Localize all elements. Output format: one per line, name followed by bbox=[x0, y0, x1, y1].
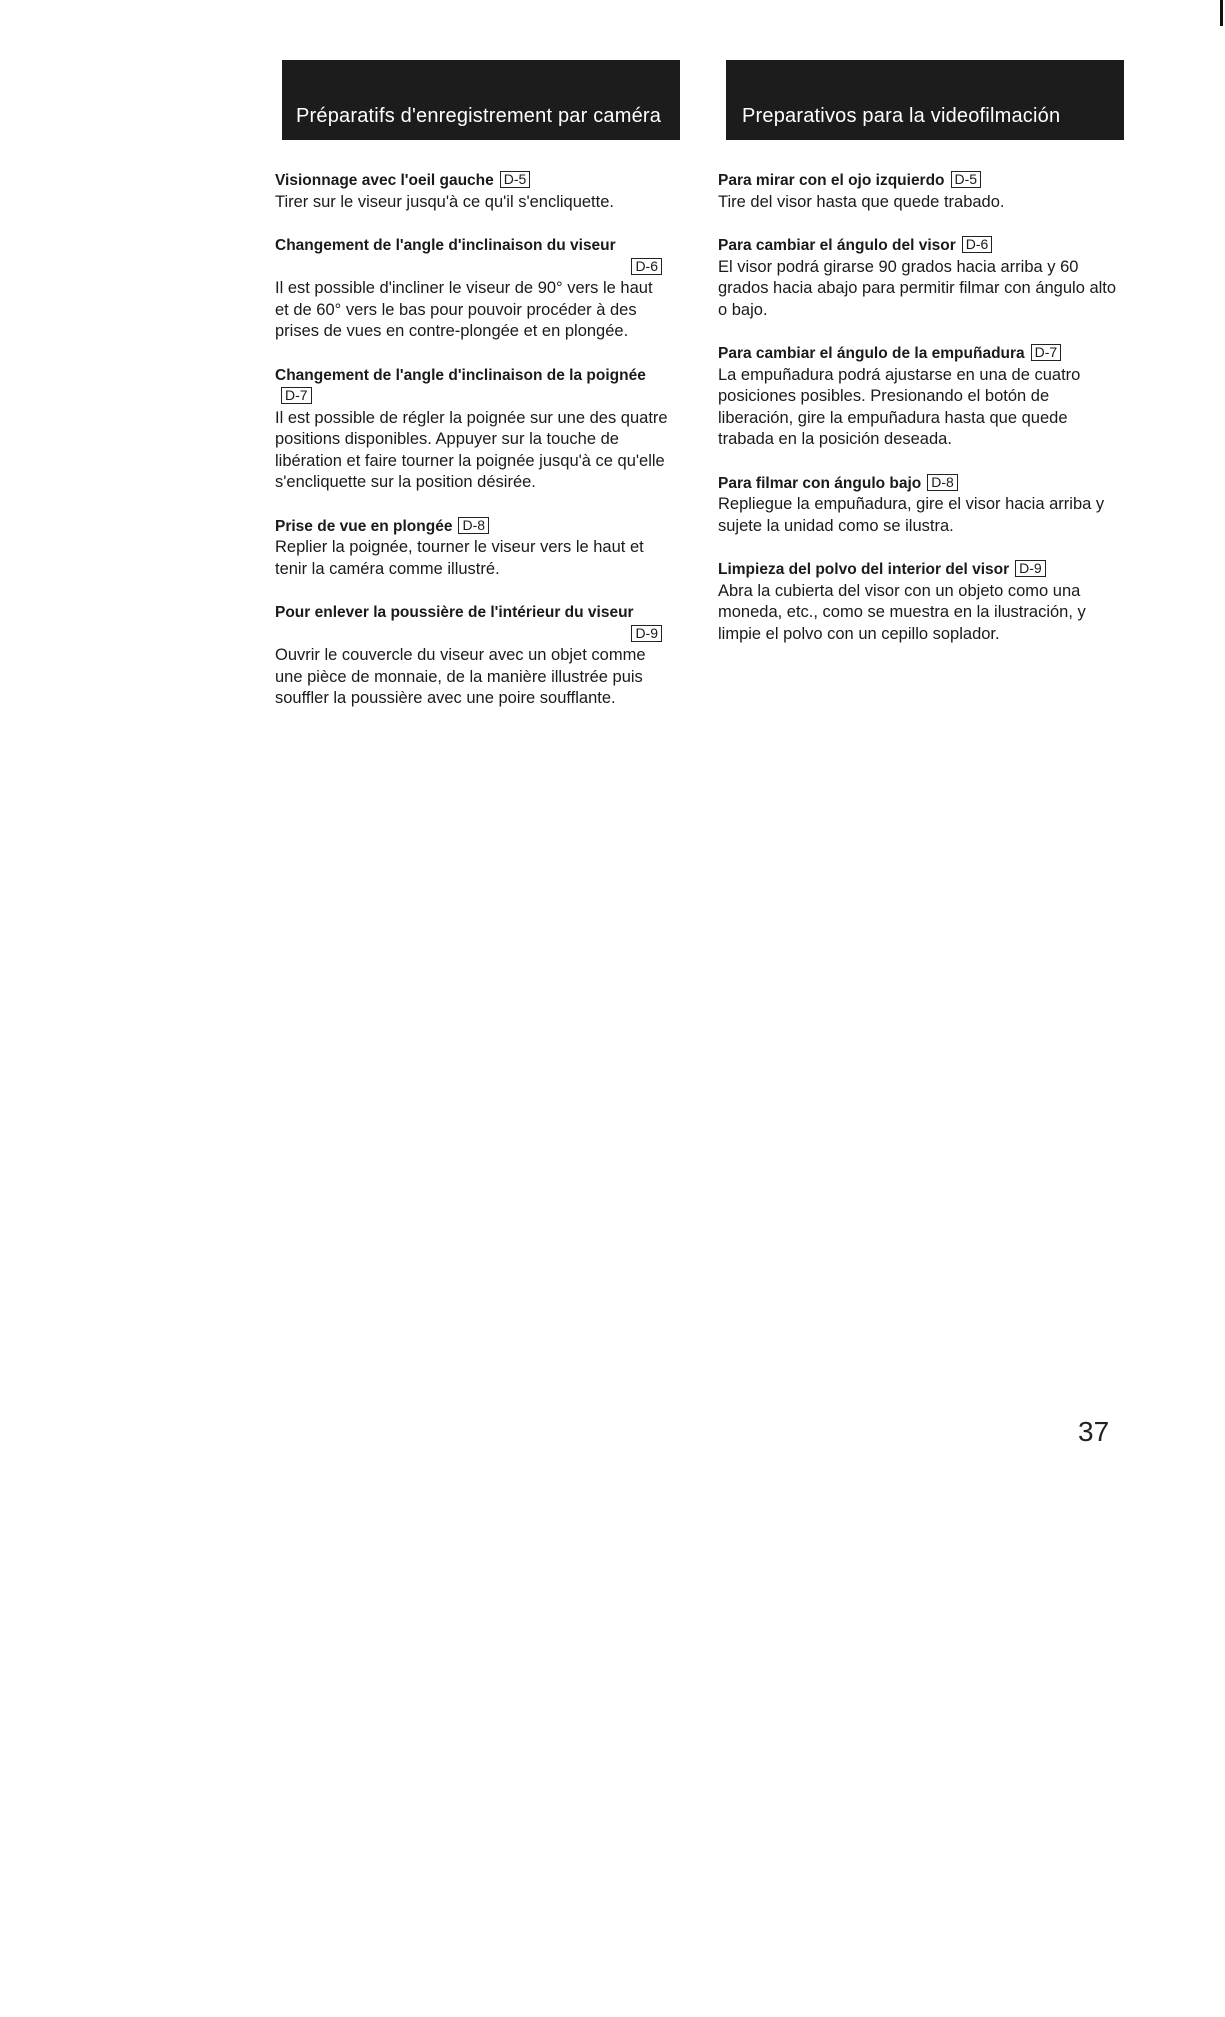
figure-ref-d8: D-8 bbox=[458, 517, 489, 534]
spanish-body-left-eye: Tire del visor hasta que quede trabado. bbox=[718, 192, 1005, 211]
figure-ref-d5: D-5 bbox=[951, 171, 982, 188]
figure-ref-d7: D-7 bbox=[281, 387, 312, 404]
french-section-handle-angle bbox=[275, 365, 670, 494]
french-heading-viewfinder-angle: Changement de l'angle d'inclinaison du viseur bbox=[275, 237, 616, 254]
french-section-banner bbox=[282, 60, 680, 140]
spanish-section-low-angle bbox=[718, 473, 1118, 538]
spanish-heading-low-angle: Para filmar con ángulo bajo bbox=[718, 474, 922, 492]
french-heading-dust-cleaning: Pour enlever la poussière de l'intérieur du viseur bbox=[275, 604, 634, 621]
spanish-body-viewfinder-angle: El visor podrá girarse 90 grados hacia arriba y 60 grados hacia abajo para permitir filmar con ángulo alto o bajo. bbox=[718, 257, 1117, 319]
french-section-left-eye bbox=[275, 170, 670, 213]
spanish-heading-dust-cleaning: Limpieza del polvo del interior del visor bbox=[718, 561, 1010, 578]
french-heading-low-angle: Prise de vue en plongée bbox=[275, 517, 453, 535]
spanish-column bbox=[718, 170, 1118, 667]
page-edge-mark bbox=[1220, 0, 1223, 26]
figure-ref-d8: D-8 bbox=[927, 474, 958, 491]
french-section-viewfinder-angle bbox=[275, 235, 670, 343]
french-column bbox=[275, 170, 670, 732]
spanish-section-dust-cleaning bbox=[718, 559, 1118, 645]
spanish-heading-viewfinder-angle: Para cambiar el ángulo del visor bbox=[718, 237, 956, 254]
french-body-handle-angle: Il est possible de régler la poignée sur une des quatre positions disponibles. Appuyer sur la touche de libération et faire tourner la poignée jusqu'à ce qu'elle s'encliquette sur la position désirée. bbox=[275, 408, 668, 491]
french-body-dust-cleaning: Ouvrir le couvercle du viseur avec un objet comme une pièce de monnaie, de la manière illustrée puis souffler la poussière avec une poire soufflante. bbox=[275, 646, 646, 707]
figure-ref-d6: D-6 bbox=[962, 236, 993, 253]
page-number: 37 bbox=[1078, 1416, 1110, 1447]
french-banner-title: Préparatifs d'enregistrement par caméra bbox=[296, 105, 662, 127]
figure-ref-d9: D-9 bbox=[1015, 560, 1046, 577]
spanish-body-dust-cleaning: Abra la cubierta del visor con un objeto como una moneda, etc., como se muestra en la ilustración, y limpie el polvo con un cepillo soplador. bbox=[718, 581, 1086, 643]
french-body-low-angle: Replier la poignée, tourner le viseur vers le haut et tenir la caméra comme illustré. bbox=[275, 538, 644, 578]
spanish-section-handle-angle bbox=[718, 343, 1118, 451]
figure-ref-d7: D-7 bbox=[1031, 344, 1062, 361]
spanish-heading-left-eye: Para mirar con el ojo izquierdo bbox=[718, 172, 945, 189]
french-heading-left-eye: Visionnage avec l'oeil gauche bbox=[275, 172, 494, 189]
spanish-banner-title: Preparativos para la videofilmación bbox=[742, 105, 1061, 127]
french-body-viewfinder-angle: Il est possible d'incliner le viseur de 90° vers le haut et de 60° vers le bas pour pouvoir procéder à des prises de vues en contre-plongée et en plongée. bbox=[275, 279, 653, 340]
spanish-heading-handle-angle: Para cambiar el ángulo de la empuñadura bbox=[718, 345, 1025, 362]
spanish-section-viewfinder-angle bbox=[718, 235, 1118, 321]
spanish-body-handle-angle: La empuñadura podrá ajustarse en una de cuatro posiciones posibles. Presionando el botón de liberación, gire la empuñadura hasta que quede trabada en la posición deseada. bbox=[718, 365, 1081, 448]
spanish-section-banner bbox=[726, 60, 1124, 140]
figure-ref-d6: D-6 bbox=[631, 258, 662, 275]
french-section-low-angle bbox=[275, 516, 670, 581]
spanish-body-low-angle: Repliegue la empuñadura, gire el visor hacia arriba y sujete la unidad como se ilustra. bbox=[718, 495, 1105, 535]
figure-ref-d9: D-9 bbox=[631, 625, 662, 642]
french-heading-handle-angle: Changement de l'angle d'inclinaison de la poignée bbox=[275, 366, 646, 384]
french-body-left-eye: Tirer sur le viseur jusqu'à ce qu'il s'encliquette. bbox=[275, 192, 614, 211]
french-section-dust-cleaning bbox=[275, 602, 670, 710]
figure-ref-d5: D-5 bbox=[500, 171, 531, 188]
spanish-section-left-eye bbox=[718, 170, 1118, 213]
